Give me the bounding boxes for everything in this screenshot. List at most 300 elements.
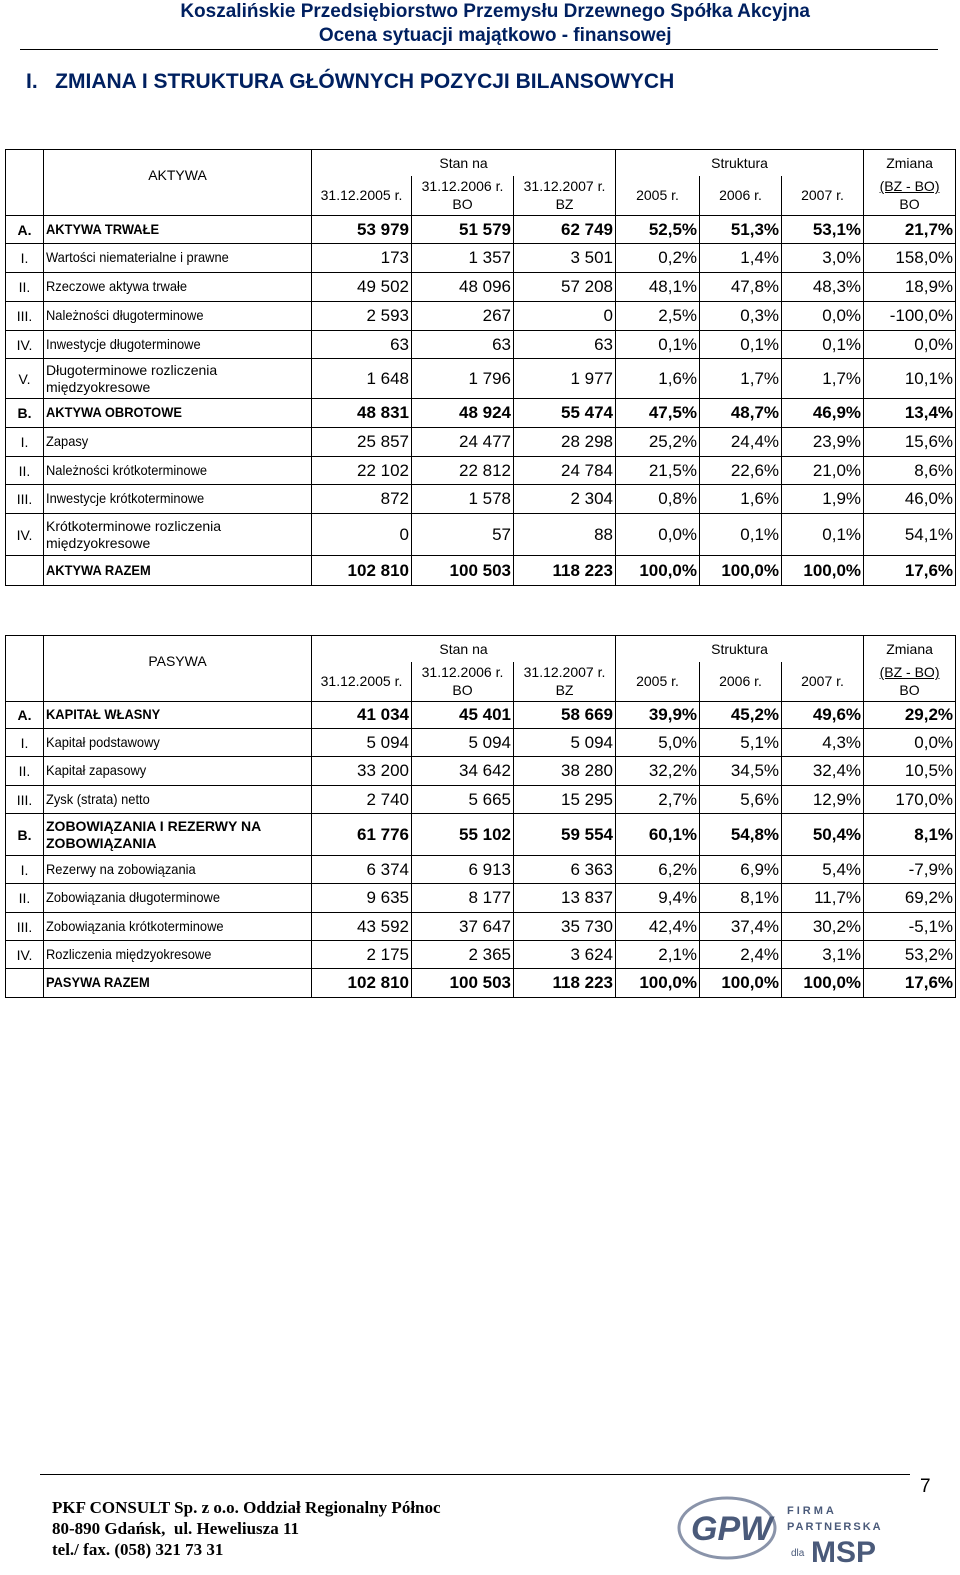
structure-cell: 3,0% (782, 244, 864, 273)
aktywa-zmiana-denominator: BO (899, 196, 920, 213)
aktywa-year-2006: 2006 r. (700, 176, 782, 216)
value-cell: 51 579 (412, 216, 514, 244)
aktywa-zmiana-formula (864, 176, 956, 216)
value-cell: 267 (412, 302, 514, 331)
change-cell: -7,9% (864, 856, 956, 884)
value-cell: 5 094 (312, 729, 412, 757)
footer-line-2: 80-890 Gdańsk, ul. Heweliusza 11 (52, 1519, 300, 1538)
change-cell: 10,5% (864, 757, 956, 786)
value-cell: 88 (514, 514, 616, 556)
structure-cell: 24,4% (700, 428, 782, 457)
aktywa-table (5, 149, 956, 586)
row-number: V. (6, 359, 44, 399)
value-cell: 118 223 (514, 556, 616, 586)
value-cell: 15 295 (514, 786, 616, 814)
aktywa-hdr-zmiana: Zmiana (864, 150, 956, 176)
row-label-cell (44, 359, 312, 399)
structure-cell: 2,4% (700, 941, 782, 969)
gpw-partner-logo (675, 1490, 895, 1570)
value-cell: 872 (312, 485, 412, 514)
row-label: Krótkoterminowe rozliczenia międzyokresowe (46, 517, 222, 551)
row-label-cell (44, 757, 312, 786)
value-cell: 6 913 (412, 856, 514, 884)
structure-cell: 100,0% (782, 969, 864, 998)
structure-cell: 47,8% (700, 273, 782, 302)
report-subtitle: Ocena sytuacji majątkowo - finansowej (318, 25, 672, 46)
aktywa-row (6, 273, 956, 302)
value-cell: 48 096 (412, 273, 514, 302)
row-label-cell (44, 941, 312, 969)
value-cell: 8 177 (412, 884, 514, 913)
structure-cell: 1,4% (700, 244, 782, 273)
row-label: Rezerwy na zobowiązania (46, 860, 196, 877)
value-cell: 38 280 (514, 757, 616, 786)
structure-cell: 25,2% (616, 428, 700, 457)
value-cell: 1 648 (312, 359, 412, 399)
pasywa-date-2005: 31.12.2005 r. (312, 662, 412, 702)
structure-cell: 60,1% (616, 814, 700, 856)
structure-cell: 0,0% (782, 302, 864, 331)
row-number (6, 556, 44, 586)
pasywa-year-2006: 2006 r. (700, 662, 782, 702)
value-cell: 2 175 (312, 941, 412, 969)
aktywa-row (6, 359, 956, 399)
row-label-cell (44, 969, 312, 998)
row-label: Zobowiązania długoterminowe (46, 889, 220, 905)
structure-cell: 46,9% (782, 399, 864, 428)
row-number: B. (6, 399, 44, 428)
value-cell: 34 642 (412, 757, 514, 786)
structure-cell: 32,4% (782, 757, 864, 786)
row-number: IV. (6, 941, 44, 969)
row-label-cell (44, 913, 312, 941)
structure-cell: 37,4% (700, 913, 782, 941)
structure-cell: 9,4% (616, 884, 700, 913)
structure-cell: 21,5% (616, 457, 700, 485)
logo-firma-text: FIRMA (787, 1505, 837, 1517)
structure-cell: 50,4% (782, 814, 864, 856)
structure-cell: 30,2% (782, 913, 864, 941)
value-cell: 118 223 (514, 969, 616, 998)
row-number (6, 969, 44, 998)
structure-cell: 100,0% (782, 556, 864, 586)
value-cell: 1 796 (412, 359, 514, 399)
value-cell: 5 665 (412, 786, 514, 814)
pasywa-row (6, 941, 956, 969)
pasywa-zmiana-formula (864, 662, 956, 702)
value-cell: 33 200 (312, 757, 412, 786)
logo-msp-text: MSP (811, 1536, 877, 1569)
value-cell: 53 979 (312, 216, 412, 244)
document-header (180, 0, 810, 48)
row-label: Kapitał podstawowy (46, 733, 160, 750)
structure-cell: 42,4% (616, 913, 700, 941)
aktywa-date-2007 (514, 176, 616, 216)
value-cell: 41 034 (312, 702, 412, 729)
page-number: 7 (920, 1476, 931, 1497)
value-cell: 24 477 (412, 428, 514, 457)
structure-cell: 1,7% (782, 359, 864, 399)
row-label: Inwestycje długoterminowe (46, 335, 201, 352)
change-cell: 0,0% (864, 331, 956, 359)
structure-cell: 5,1% (700, 729, 782, 757)
company-name: Koszalińskie Przedsiębiorstwo Przemysłu Drzewnego Spółka Akcyjna (180, 1, 810, 22)
section-title: I. ZMIANA I STRUKTURA GŁÓWNYCH POZYCJI BILANSOWYCH (26, 70, 675, 93)
row-label: Inwestycje krótkoterminowe (46, 490, 205, 506)
value-cell: 1 977 (514, 359, 616, 399)
structure-cell: 48,3% (782, 273, 864, 302)
row-label-cell (44, 514, 312, 556)
row-label: Zobowiązania krótkoterminowe (46, 917, 224, 934)
value-cell: 0 (312, 514, 412, 556)
row-label: KAPITAŁ WŁASNY (46, 706, 161, 722)
structure-cell: 47,5% (616, 399, 700, 428)
row-label-cell (44, 729, 312, 757)
row-label: Zapasy (46, 433, 89, 449)
pasywa-year-2007: 2007 r. (782, 662, 864, 702)
structure-cell: 5,4% (782, 856, 864, 884)
value-cell: 55 102 (412, 814, 514, 856)
change-cell: 21,7% (864, 216, 956, 244)
value-cell: 6 363 (514, 856, 616, 884)
aktywa-row (6, 485, 956, 514)
value-cell: 22 102 (312, 457, 412, 485)
pasywa-title: PASYWA (148, 652, 207, 669)
row-label-cell (44, 302, 312, 331)
aktywa-row (6, 514, 956, 556)
change-cell: 18,9% (864, 273, 956, 302)
aktywa-corner-cell (6, 150, 44, 216)
row-number: I. (6, 856, 44, 884)
pasywa-table (5, 635, 956, 998)
row-label-cell (44, 786, 312, 814)
pasywa-row (6, 786, 956, 814)
footer-address (52, 1497, 441, 1560)
value-cell: 2 365 (412, 941, 514, 969)
row-label: Rozliczenia międzyokresowe (46, 945, 212, 962)
logo-gpw-text: GPW (691, 1510, 773, 1548)
row-label-cell (44, 399, 312, 428)
row-label-cell (44, 485, 312, 514)
structure-cell: 3,1% (782, 941, 864, 969)
value-cell: 6 374 (312, 856, 412, 884)
aktywa-row (6, 302, 956, 331)
pasywa-zmiana-denominator: BO (899, 682, 920, 699)
change-cell: -5,1% (864, 913, 956, 941)
row-number: II. (6, 273, 44, 302)
aktywa-row (6, 428, 956, 457)
row-label: Długoterminowe rozliczenia międzyokresowe (46, 361, 218, 395)
value-cell: 59 554 (514, 814, 616, 856)
pasywa-hdr-zmiana: Zmiana (864, 636, 956, 662)
change-cell: 8,6% (864, 457, 956, 485)
structure-cell: 22,6% (700, 457, 782, 485)
pasywa-date-2006 (412, 662, 514, 702)
structure-cell: 39,9% (616, 702, 700, 729)
aktywa-zmiana-numerator: (BZ - BO) (879, 178, 940, 195)
row-label: PASYWA RAZEM (46, 974, 150, 990)
change-cell: 69,2% (864, 884, 956, 913)
row-label: Należności długoterminowe (46, 307, 204, 323)
pasywa-date-2006-label: 31.12.2006 r. (421, 664, 504, 681)
row-label-cell (44, 556, 312, 586)
structure-cell: 48,7% (700, 399, 782, 428)
structure-cell: 8,1% (700, 884, 782, 913)
aktywa-row (6, 556, 956, 586)
change-cell: 17,6% (864, 969, 956, 998)
aktywa-year-2005: 2005 r. (616, 176, 700, 216)
pasywa-hdr-struktura: Struktura (616, 636, 864, 662)
pasywa-rows (6, 702, 956, 998)
value-cell: 48 924 (412, 399, 514, 428)
value-cell: 61 776 (312, 814, 412, 856)
row-label-cell (44, 273, 312, 302)
value-cell: 5 094 (514, 729, 616, 757)
row-label-cell (44, 216, 312, 244)
aktywa-row (6, 216, 956, 244)
row-number: II. (6, 884, 44, 913)
row-number: III. (6, 913, 44, 941)
value-cell: 35 730 (514, 913, 616, 941)
aktywa-year-2007: 2007 r. (782, 176, 864, 216)
aktywa-date-2006-label: 31.12.2006 r. (421, 178, 504, 195)
value-cell: 1 578 (412, 485, 514, 514)
aktywa-date-2007-sub: BZ (555, 196, 574, 213)
value-cell: 45 401 (412, 702, 514, 729)
row-label: AKTYWA TRWAŁE (46, 220, 160, 237)
structure-cell: 5,0% (616, 729, 700, 757)
structure-cell: 48,1% (616, 273, 700, 302)
value-cell: 24 784 (514, 457, 616, 485)
change-cell: 170,0% (864, 786, 956, 814)
structure-cell: 1,9% (782, 485, 864, 514)
aktywa-rows (6, 216, 956, 586)
logo-dla-text: dla (791, 1548, 805, 1559)
value-cell: 55 474 (514, 399, 616, 428)
value-cell: 173 (312, 244, 412, 273)
pasywa-corner-cell (6, 636, 44, 702)
change-cell: 17,6% (864, 556, 956, 586)
row-label: Wartości niematerialne i prawne (46, 249, 229, 265)
pasywa-row (6, 814, 956, 856)
structure-cell: 32,2% (616, 757, 700, 786)
value-cell: 28 298 (514, 428, 616, 457)
structure-cell: 6,2% (616, 856, 700, 884)
row-number: A. (6, 702, 44, 729)
change-cell: 15,6% (864, 428, 956, 457)
pasywa-row (6, 702, 956, 729)
value-cell: 63 (412, 331, 514, 359)
row-number: A. (6, 216, 44, 244)
row-label-cell (44, 884, 312, 913)
row-label-cell (44, 856, 312, 884)
header-divider (20, 49, 938, 50)
row-label-cell (44, 457, 312, 485)
change-cell: 29,2% (864, 702, 956, 729)
aktywa-hdr-stan: Stan na (312, 150, 616, 176)
structure-cell: 0,1% (782, 514, 864, 556)
row-label-cell (44, 814, 312, 856)
value-cell: 102 810 (312, 556, 412, 586)
pasywa-year-2005: 2005 r. (616, 662, 700, 702)
footer-line-3: tel./ fax. (058) 321 73 31 (52, 1540, 224, 1559)
value-cell: 2 593 (312, 302, 412, 331)
pasywa-row (6, 757, 956, 786)
value-cell: 3 501 (514, 244, 616, 273)
pasywa-row (6, 856, 956, 884)
pasywa-hdr-stan: Stan na (312, 636, 616, 662)
structure-cell: 12,9% (782, 786, 864, 814)
change-cell: 158,0% (864, 244, 956, 273)
value-cell: 37 647 (412, 913, 514, 941)
row-number: III. (6, 485, 44, 514)
aktywa-title-cell (44, 150, 312, 216)
change-cell: 10,1% (864, 359, 956, 399)
structure-cell: 54,8% (700, 814, 782, 856)
pasywa-date-2007-label: 31.12.2007 r. (523, 664, 606, 681)
value-cell: 57 208 (514, 273, 616, 302)
structure-cell: 11,7% (782, 884, 864, 913)
value-cell: 100 503 (412, 969, 514, 998)
value-cell: 48 831 (312, 399, 412, 428)
pasywa-row (6, 729, 956, 757)
structure-cell: 45,2% (700, 702, 782, 729)
row-number: IV. (6, 514, 44, 556)
value-cell: 2 740 (312, 786, 412, 814)
row-number: III. (6, 302, 44, 331)
pasywa-row (6, 969, 956, 998)
row-number: III. (6, 786, 44, 814)
row-number: IV. (6, 331, 44, 359)
value-cell: 102 810 (312, 969, 412, 998)
structure-cell: 5,6% (700, 786, 782, 814)
pasywa-date-2006-sub: BO (452, 682, 473, 699)
row-label-cell (44, 702, 312, 729)
value-cell: 3 624 (514, 941, 616, 969)
value-cell: 1 357 (412, 244, 514, 273)
structure-cell: 6,9% (700, 856, 782, 884)
aktywa-row (6, 244, 956, 273)
value-cell: 63 (514, 331, 616, 359)
value-cell: 62 749 (514, 216, 616, 244)
structure-cell: 53,1% (782, 216, 864, 244)
change-cell: -100,0% (864, 302, 956, 331)
row-number: I. (6, 244, 44, 273)
pasywa-zmiana-numerator: (BZ - BO) (879, 664, 940, 681)
structure-cell: 0,1% (616, 331, 700, 359)
change-cell: 46,0% (864, 485, 956, 514)
structure-cell: 4,3% (782, 729, 864, 757)
row-label: Zysk (strata) netto (46, 790, 150, 807)
row-label: AKTYWA RAZEM (46, 561, 151, 578)
footer-line-1: PKF CONSULT Sp. z o.o. Oddział Regionalny Północ (52, 1498, 441, 1517)
structure-cell: 100,0% (700, 969, 782, 998)
value-cell: 100 503 (412, 556, 514, 586)
value-cell: 58 669 (514, 702, 616, 729)
value-cell: 13 837 (514, 884, 616, 913)
value-cell: 22 812 (412, 457, 514, 485)
aktywa-date-2006 (412, 176, 514, 216)
structure-cell: 100,0% (616, 969, 700, 998)
structure-cell: 0,3% (700, 302, 782, 331)
value-cell: 5 094 (412, 729, 514, 757)
aktywa-hdr-struktura: Struktura (616, 150, 864, 176)
aktywa-title: AKTYWA (148, 166, 207, 183)
structure-cell: 34,5% (700, 757, 782, 786)
aktywa-date-2005: 31.12.2005 r. (312, 176, 412, 216)
change-cell: 13,4% (864, 399, 956, 428)
row-label: AKTYWA OBROTOWE (46, 404, 182, 420)
structure-cell: 51,3% (700, 216, 782, 244)
structure-cell: 0,1% (700, 514, 782, 556)
row-label-cell (44, 428, 312, 457)
pasywa-row (6, 884, 956, 913)
structure-cell: 0,1% (782, 331, 864, 359)
row-number: B. (6, 814, 44, 856)
structure-cell: 100,0% (616, 556, 700, 586)
aktywa-date-2007-label: 31.12.2007 r. (523, 178, 606, 195)
aktywa-row (6, 457, 956, 485)
change-cell: 53,2% (864, 941, 956, 969)
value-cell: 9 635 (312, 884, 412, 913)
row-label-cell (44, 331, 312, 359)
structure-cell: 23,9% (782, 428, 864, 457)
change-cell: 0,0% (864, 729, 956, 757)
aktywa-row (6, 331, 956, 359)
structure-cell: 2,5% (616, 302, 700, 331)
structure-cell: 2,7% (616, 786, 700, 814)
structure-cell: 1,6% (700, 485, 782, 514)
structure-cell: 100,0% (700, 556, 782, 586)
value-cell: 2 304 (514, 485, 616, 514)
pasywa-date-2007 (514, 662, 616, 702)
aktywa-row (6, 399, 956, 428)
structure-cell: 0,2% (616, 244, 700, 273)
logo-partnerska-text: PARTNERSKA (787, 1521, 883, 1533)
row-label: Kapitał zapasowy (46, 762, 147, 778)
structure-cell: 1,6% (616, 359, 700, 399)
row-number: II. (6, 757, 44, 786)
row-number: II. (6, 457, 44, 485)
value-cell: 49 502 (312, 273, 412, 302)
row-label: Rzeczowe aktywa trwałe (46, 278, 188, 294)
row-label: Należności krótkoterminowe (46, 461, 208, 478)
structure-cell: 0,1% (700, 331, 782, 359)
value-cell: 43 592 (312, 913, 412, 941)
row-label-cell (44, 244, 312, 273)
value-cell: 57 (412, 514, 514, 556)
structure-cell: 21,0% (782, 457, 864, 485)
pasywa-row (6, 913, 956, 941)
pasywa-title-cell (44, 636, 312, 702)
row-number: I. (6, 428, 44, 457)
change-cell: 54,1% (864, 514, 956, 556)
row-label: ZOBOWIĄZANIA I REZERWY NA ZOBOWIĄZANIA (46, 817, 261, 851)
structure-cell: 0,0% (616, 514, 700, 556)
aktywa-date-2006-sub: BO (452, 196, 473, 213)
row-number: I. (6, 729, 44, 757)
structure-cell: 2,1% (616, 941, 700, 969)
value-cell: 63 (312, 331, 412, 359)
footer-divider (40, 1474, 910, 1475)
structure-cell: 1,7% (700, 359, 782, 399)
structure-cell: 0,8% (616, 485, 700, 514)
value-cell: 0 (514, 302, 616, 331)
value-cell: 25 857 (312, 428, 412, 457)
structure-cell: 49,6% (782, 702, 864, 729)
pasywa-date-2007-sub: BZ (555, 682, 574, 699)
change-cell: 8,1% (864, 814, 956, 856)
